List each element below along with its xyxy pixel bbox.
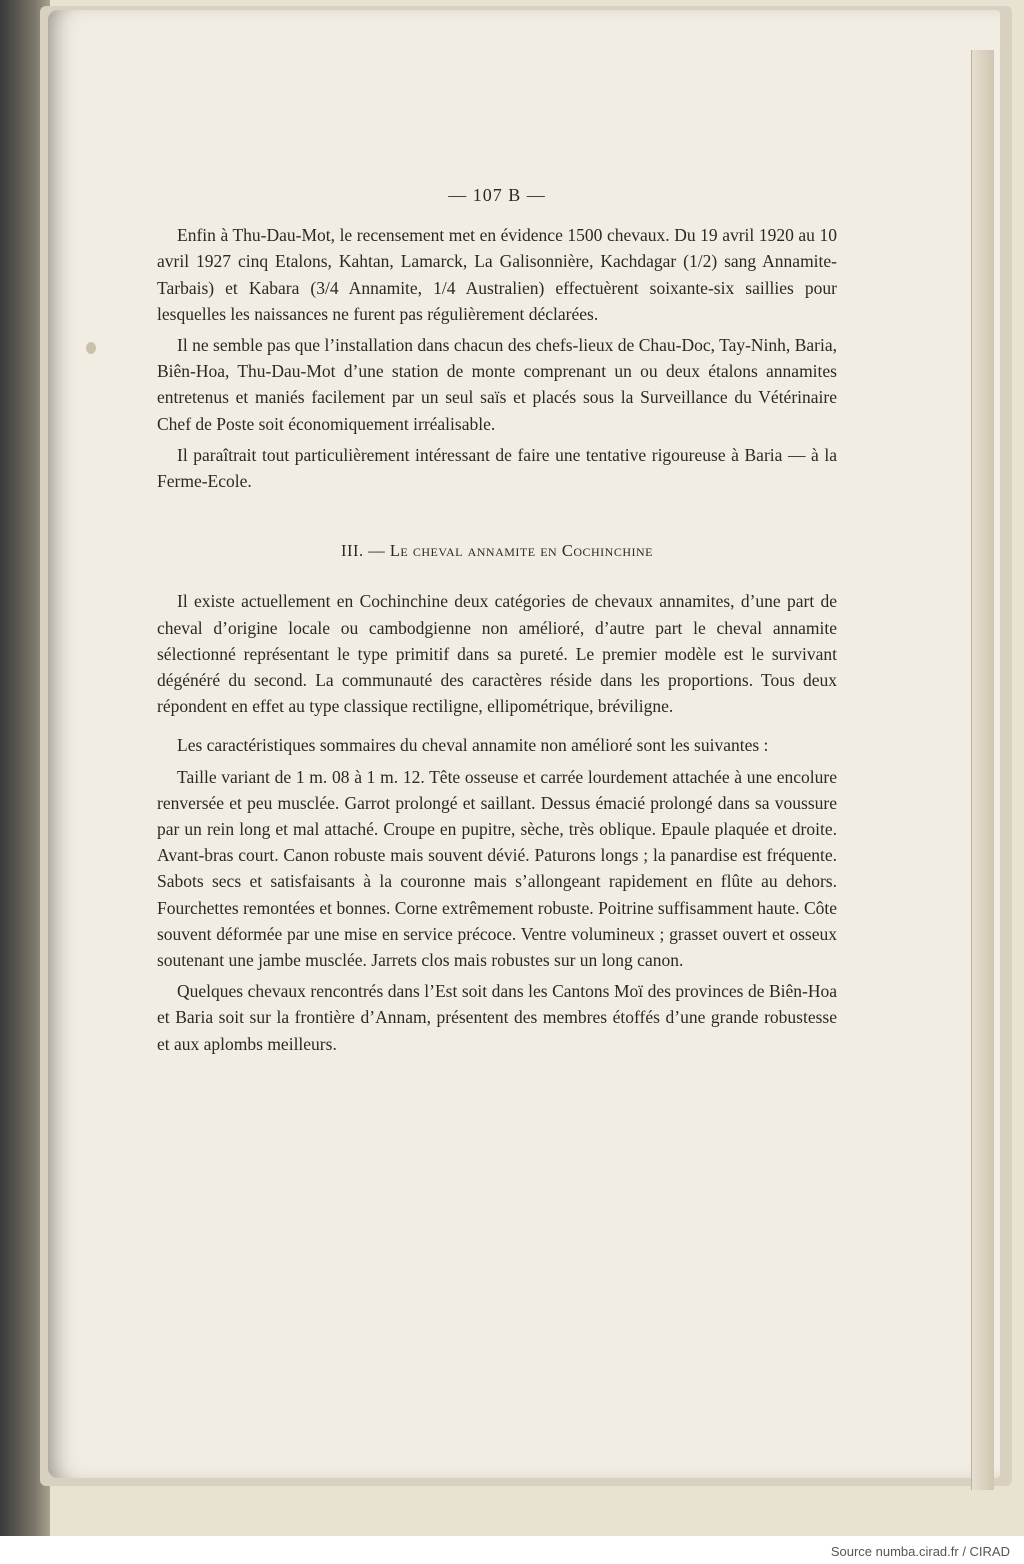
paragraph: Quelques chevaux rencontrés dans l’Est soit dans les Cantons Moï des provinces de Biên-Hoa et Baria soit sur la frontière d’Annam, présentent des membres étoffés d’une grande robustesse et aux aplombs meilleurs.	[157, 981, 837, 1054]
source-credit: Source numba.cirad.fr / CIRAD	[830, 1544, 1010, 1559]
paragraph: Les caractéristiques sommaires du cheval annamite non amélioré sont les suivantes :	[177, 735, 769, 756]
paper-stain	[86, 342, 96, 354]
page-edge	[971, 50, 994, 1490]
paragraph: Taille variant de 1 m. 08 à 1 m. 12. Tête osseuse et carrée lourdement attachée à une encolure renversée et peu musclée. Garrot prolongé et saillant. Dessus émacié prolongé dans sa voussure par un rein long et mal attaché. Croupe en pupitre, sèche, très oblique. Epaule plaquée et droite. Avant-bras court. Canon robuste mais souvent dévié. Paturons longs ; la panardise est fréquente. Sabots secs et satisfaisants à la couronne mais s’allongeant rapidement en flûte au dehors. Fourchettes remontées et bonnes. Corne extrêmement robuste. Poitrine suffisamment haute. Côte souvent déformée par une mise en service précoce. Ventre volumineux ; grasset ouvert et osseux soutenant une jambe musclée. Jarrets clos mais robustes sur un long canon.	[157, 766, 837, 971]
page-number: — 107 B —	[448, 185, 546, 205]
paragraph: Il existe actuellement en Cochinchine deux catégories de chevaux annamites, d’une part de cheval d’origine locale ou cambodgienne non amélioré, d’autre part le cheval annamite sélectionné représentant le type primitif dans sa pureté. Le premier modèle est le survivant dégénéré du second. La communauté des caractères réside dans les proportions. Tous deux répondent en effet au type classique rectiligne, ellipométrique, bréviligne.	[157, 591, 837, 717]
section-heading: III. — Le cheval annamite en Cochinchine	[340, 541, 654, 561]
page-content	[157, 182, 837, 1062]
paragraph: Enfin à Thu-Dau-Mot, le recensement met en évidence 1500 chevaux. Du 19 avril 1920 au 10 avril 1927 cinq Etalons, Kahtan, Lamarck, La Galisonnière, Kachdagar (1/2) sang Annamite-Tarbais) et Kabara (3/4 Annamite, 1/4 Australien) effectuèrent soixante-six saillies pour lesquelles les naissances ne furent pas régulièrement déclarées.	[157, 225, 837, 324]
paragraph: Il paraîtrait tout particulièrement intéressant de faire une tentative rigoureuse à Baria — à la Ferme-Ecole.	[157, 444, 837, 492]
paragraph: Il ne semble pas que l’installation dans chacun des chefs-lieux de Chau-Doc, Tay-Ninh, Baria, Biên-Hoa, Thu-Dau-Mot d’une station de monte comprenant un ou deux étalons annamites entretenus et maniés facilement par un seul saïs et placés sous la Surveillance du Vétérinaire Chef de Poste soit économiquement irréalisable.	[157, 335, 837, 434]
